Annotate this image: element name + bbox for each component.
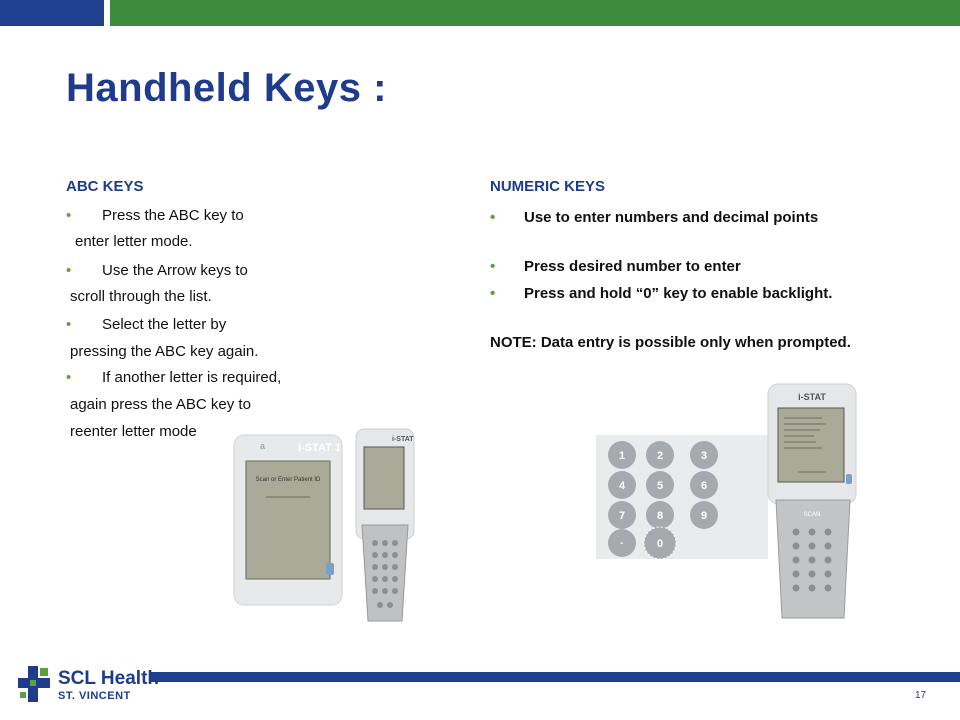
abc-line-5: Select the letter by xyxy=(102,316,227,333)
key-3: 3 xyxy=(700,450,708,462)
numeric-item-1: • Use to enter numbers and decimal points xyxy=(490,209,819,226)
key-6: 6 xyxy=(700,480,708,492)
footer-bar xyxy=(150,672,960,682)
logo-subtitle: ST. VINCENT xyxy=(58,690,131,702)
device-screen-text: Scan or Enter Patient ID xyxy=(255,477,321,483)
bullet-icon: • xyxy=(66,207,72,224)
key-8: 8 xyxy=(656,510,664,522)
scl-health-logo-icon xyxy=(16,664,54,704)
abc-keys-heading: ABC KEYS xyxy=(66,178,144,195)
bullet-icon: • xyxy=(490,258,496,275)
page-number: 17 xyxy=(915,690,927,701)
numeric-item-2: • Press desired number to enter xyxy=(490,258,741,275)
abc-line-3: Use the Arrow keys to xyxy=(102,262,248,279)
note-text: NOTE: Data entry is possible only when prompted. xyxy=(490,334,851,351)
key-5: 5 xyxy=(656,480,664,492)
istat-brand-label-right: i-STAT xyxy=(798,392,826,402)
abc-line-1: Press the ABC key to xyxy=(102,207,244,224)
top-bar-blue xyxy=(0,0,104,26)
abc-line-6: pressing the ABC key again. xyxy=(70,343,259,360)
istat-device-right-image xyxy=(762,380,862,620)
numeric-item-3: • Press and hold “0” key to enable backlight. xyxy=(490,285,833,302)
logo-name: SCL Health xyxy=(58,668,160,689)
key-7: 7 xyxy=(618,510,626,522)
abc-line-2: enter letter mode. xyxy=(75,233,193,250)
bullet-icon: • xyxy=(66,369,72,386)
svg-text:a: a xyxy=(260,441,266,451)
top-bar-green xyxy=(110,0,960,26)
bullet-icon: • xyxy=(490,285,496,302)
abc-line-4: scroll through the list. xyxy=(70,288,212,305)
istat-device-large-image xyxy=(230,425,420,625)
key-1: 1 xyxy=(618,450,626,462)
numeric-keypad-image xyxy=(596,435,768,559)
abc-line-7: If another letter is required, xyxy=(102,369,282,386)
key-decimal: · xyxy=(620,538,624,550)
page-title: Handheld Keys : xyxy=(66,66,387,110)
istat-brand-label-small: i-STAT xyxy=(392,436,414,443)
numeric-keys-heading: NUMERIC KEYS xyxy=(490,178,606,195)
key-0: 0 xyxy=(656,538,664,550)
bullet-icon: • xyxy=(490,209,496,226)
istat-brand-label: i-STAT 1 xyxy=(298,442,341,454)
key-4: 4 xyxy=(618,480,626,492)
scan-label: SCAN xyxy=(803,512,821,518)
key-9: 9 xyxy=(700,510,708,522)
bullet-icon: • xyxy=(66,262,72,279)
abc-line-9: reenter letter mode xyxy=(70,423,197,440)
bullet-icon: • xyxy=(66,316,72,333)
key-2: 2 xyxy=(656,450,664,462)
abc-line-8: again press the ABC key to xyxy=(70,396,251,413)
